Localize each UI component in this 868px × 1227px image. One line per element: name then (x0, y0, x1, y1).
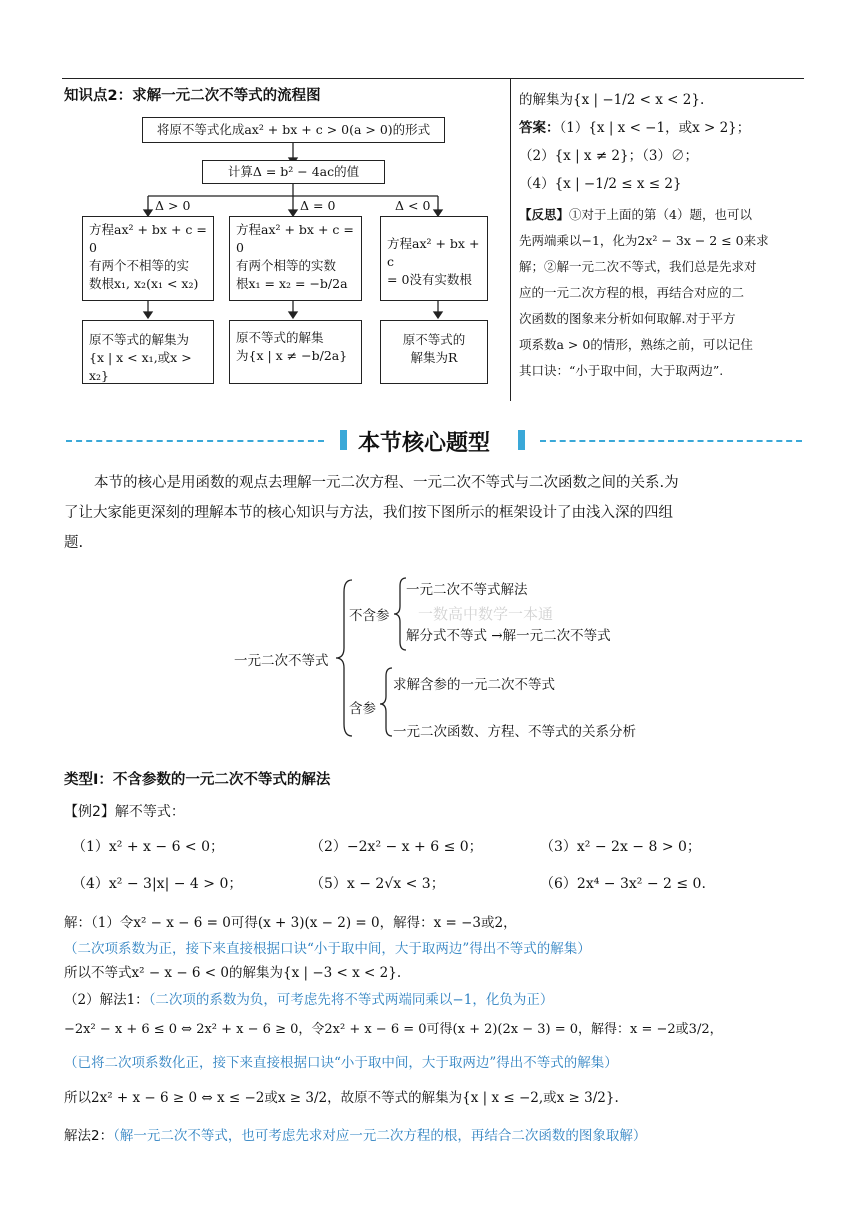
root-box-line: 数根x₁, x₂(x₁ < x₂) (89, 276, 199, 292)
section-title: 本节核心题型 (358, 431, 491, 456)
solution-box-no-roots (380, 320, 488, 384)
solution-line-3 (64, 988, 553, 1008)
example2-label: 【例2】解不等式： (64, 804, 185, 820)
solution-method-2-label: 解法2： (64, 1128, 114, 1144)
root-box-two-roots (82, 216, 214, 301)
right-column (519, 86, 804, 384)
problem-6: （6）2x⁴ − 3x² − 2 ≤ 0. (540, 876, 706, 892)
problem-2: （2）−2x² − x + 6 ≤ 0； (310, 839, 483, 855)
problem-5: （5）x − 2√x < 3； (310, 876, 445, 892)
solution-box-line: {x | x < x₁,或x > x₂} (89, 350, 192, 384)
answer-2-3: （2）{x | x ≠ 2}；（3）∅； (519, 148, 698, 164)
root-box-double-root (229, 216, 362, 301)
banner-bar-left (340, 430, 347, 450)
tree-group-no-param: 不含参 (349, 608, 390, 624)
top-rule (62, 78, 804, 79)
root-box-line: 根x₁ = x₂ = −b/2a (236, 276, 348, 292)
solution-method-1-label: （2）解法1： (64, 992, 149, 1008)
root-box-line: = 0没有实数根 (387, 272, 472, 288)
solution-line-4: −2x² − x + 6 ≤ 0 ⇔ 2x² + x − 6 ≥ 0，令2x² + x − 6 = 0可得(x + 2)(2x − 3) = 0，解得：x = −2或3/2， (64, 1022, 723, 1037)
reflection-line: 次函数的图象来分析如何取解.对于平方 (519, 311, 736, 326)
intro-line: 本节的核心是用函数的观点去理解一元二次方程、一元二次不等式与二次函数之间的关系.为 (94, 475, 679, 491)
solution-note-3: （已将二次项系数化正，接下来直接根据口诀“小于取中间，大于取两边”得出不等式的解集） (64, 1055, 618, 1071)
root-box-line: 有两个不相等的实 (89, 258, 190, 274)
tree-item: 一元二次函数、方程、不等式的关系分析 (393, 724, 636, 740)
branch-label-positive: Δ > 0 (155, 198, 191, 213)
root-box-line: 方程ax² + bx + c (387, 236, 480, 270)
reflection-line: 项系数a > 0的情形，熟练之前，可以记住 (519, 337, 753, 352)
intro-paragraph (64, 468, 804, 558)
solution-line-5: 所以2x² + x − 6 ≥ 0 ⇔ x ≤ −2或x ≥ 3/2，故原不等式的解集为{x | x ≤ −2,或x ≥ 3/2}. (64, 1090, 619, 1106)
solution-line-1: 解：（1）令x² − x − 6 = 0可得(x + 3)(x − 2) = 0，解得：x = −3或2， (64, 915, 517, 931)
branch-label-negative: Δ < 0 (395, 198, 431, 213)
solution-line-6 (64, 1124, 646, 1144)
knowledge-point-title: 知识点2：求解一元二次不等式的流程图 (64, 88, 321, 104)
solution-box-line: 为{x | x ≠ −b/2a} (236, 348, 348, 364)
answer-4: （4）{x | −1/2 ≤ x ≤ 2} (519, 176, 682, 192)
type1-title: 类型Ⅰ：不含参数的一元二次不等式的解法 (64, 772, 331, 788)
root-box-line: 方程ax² + bx + c = 0 (89, 222, 207, 256)
reflection-label: 【反思】 (519, 207, 570, 222)
reflection-line: 先两端乘以−1，化为2x² − 3x − 2 ≤ 0来求 (519, 233, 769, 248)
banner-bar-right (518, 430, 525, 450)
solution-box-double-root (229, 320, 362, 384)
solution-note-2: （二次项的系数为负，可考虑先将不等式两端同乘以−1，化负为正） (148, 992, 554, 1008)
flow-step-standard-form: 将原不等式化成ax² + bx + c > 0(a > 0)的形式 (142, 117, 445, 143)
solution-box-line: 原不等式的解集 (236, 330, 324, 345)
reflection-line: 应的一元二次方程的根，再结合对应的二 (519, 285, 745, 300)
answer-1: （1）{x | x < −1，或x > 2}； (559, 120, 751, 136)
answers (519, 114, 804, 142)
solution-box-line: 原不等式的 (402, 332, 466, 347)
solution-box-line: 解集为R (410, 350, 458, 366)
solution-box-line: 原不等式的解集为 (89, 332, 190, 347)
right-column-solution-set: 的解集为{x | −1/2 < x < 2}. (519, 92, 705, 108)
banner-dash-left (66, 440, 324, 442)
column-divider (510, 79, 511, 401)
banner-dash-right (540, 440, 802, 442)
tree-item: 一元二次不等式解法 (406, 582, 528, 598)
branch-label-zero: Δ = 0 (300, 198, 336, 213)
reflection-line: 其口诀：“小于取中间，大于取两边”. (519, 363, 724, 378)
reflection-line: ①对于上面的第（4）题，也可以 (569, 207, 752, 222)
tree-root: 一元二次不等式 (234, 653, 329, 669)
problem-3: （3）x² − 2x − 8 > 0； (540, 839, 701, 855)
solution-line-2: 所以不等式x² − x − 6 < 0的解集为{x | −3 < x < 2}. (64, 965, 402, 981)
reflection (519, 202, 804, 384)
intro-line: 了让大家能更深刻的理解本节的核心知识与方法，我们按下图所示的框架设计了由浅入深的四组 (64, 505, 673, 521)
watermark: 一数高中数学一本通 (418, 605, 554, 623)
reflection-line: 解；②解一元二次不等式，我们总是先求对 (519, 259, 757, 274)
tree-group-param: 含参 (349, 701, 376, 717)
problem-4: （4）x² − 3|x| − 4 > 0； (72, 876, 243, 892)
flow-step-discriminant: 计算Δ = b² − 4ac的值 (202, 160, 385, 184)
intro-line: 题. (64, 535, 84, 551)
solution-note-1: （二次项系数为正，接下来直接根据口诀“小于取中间，大于取两边”得出不等式的解集） (64, 941, 591, 957)
tree-item: 求解含参的一元二次不等式 (393, 677, 555, 693)
root-box-no-roots (380, 216, 488, 301)
solution-box-two-roots (82, 320, 214, 384)
answer-label: 答案： (519, 120, 560, 136)
tree-item: 解分式不等式 →解一元二次不等式 (406, 628, 611, 644)
solution-note-4: （解一元二次不等式，也可考虑先求对应一元二次方程的根，再结合二次函数的图象取解） (113, 1128, 647, 1144)
root-box-line: 方程ax² + bx + c = 0 (236, 222, 354, 256)
root-box-line: 有两个相等的实数 (236, 258, 337, 274)
problem-1: （1）x² + x − 6 < 0； (72, 839, 225, 855)
